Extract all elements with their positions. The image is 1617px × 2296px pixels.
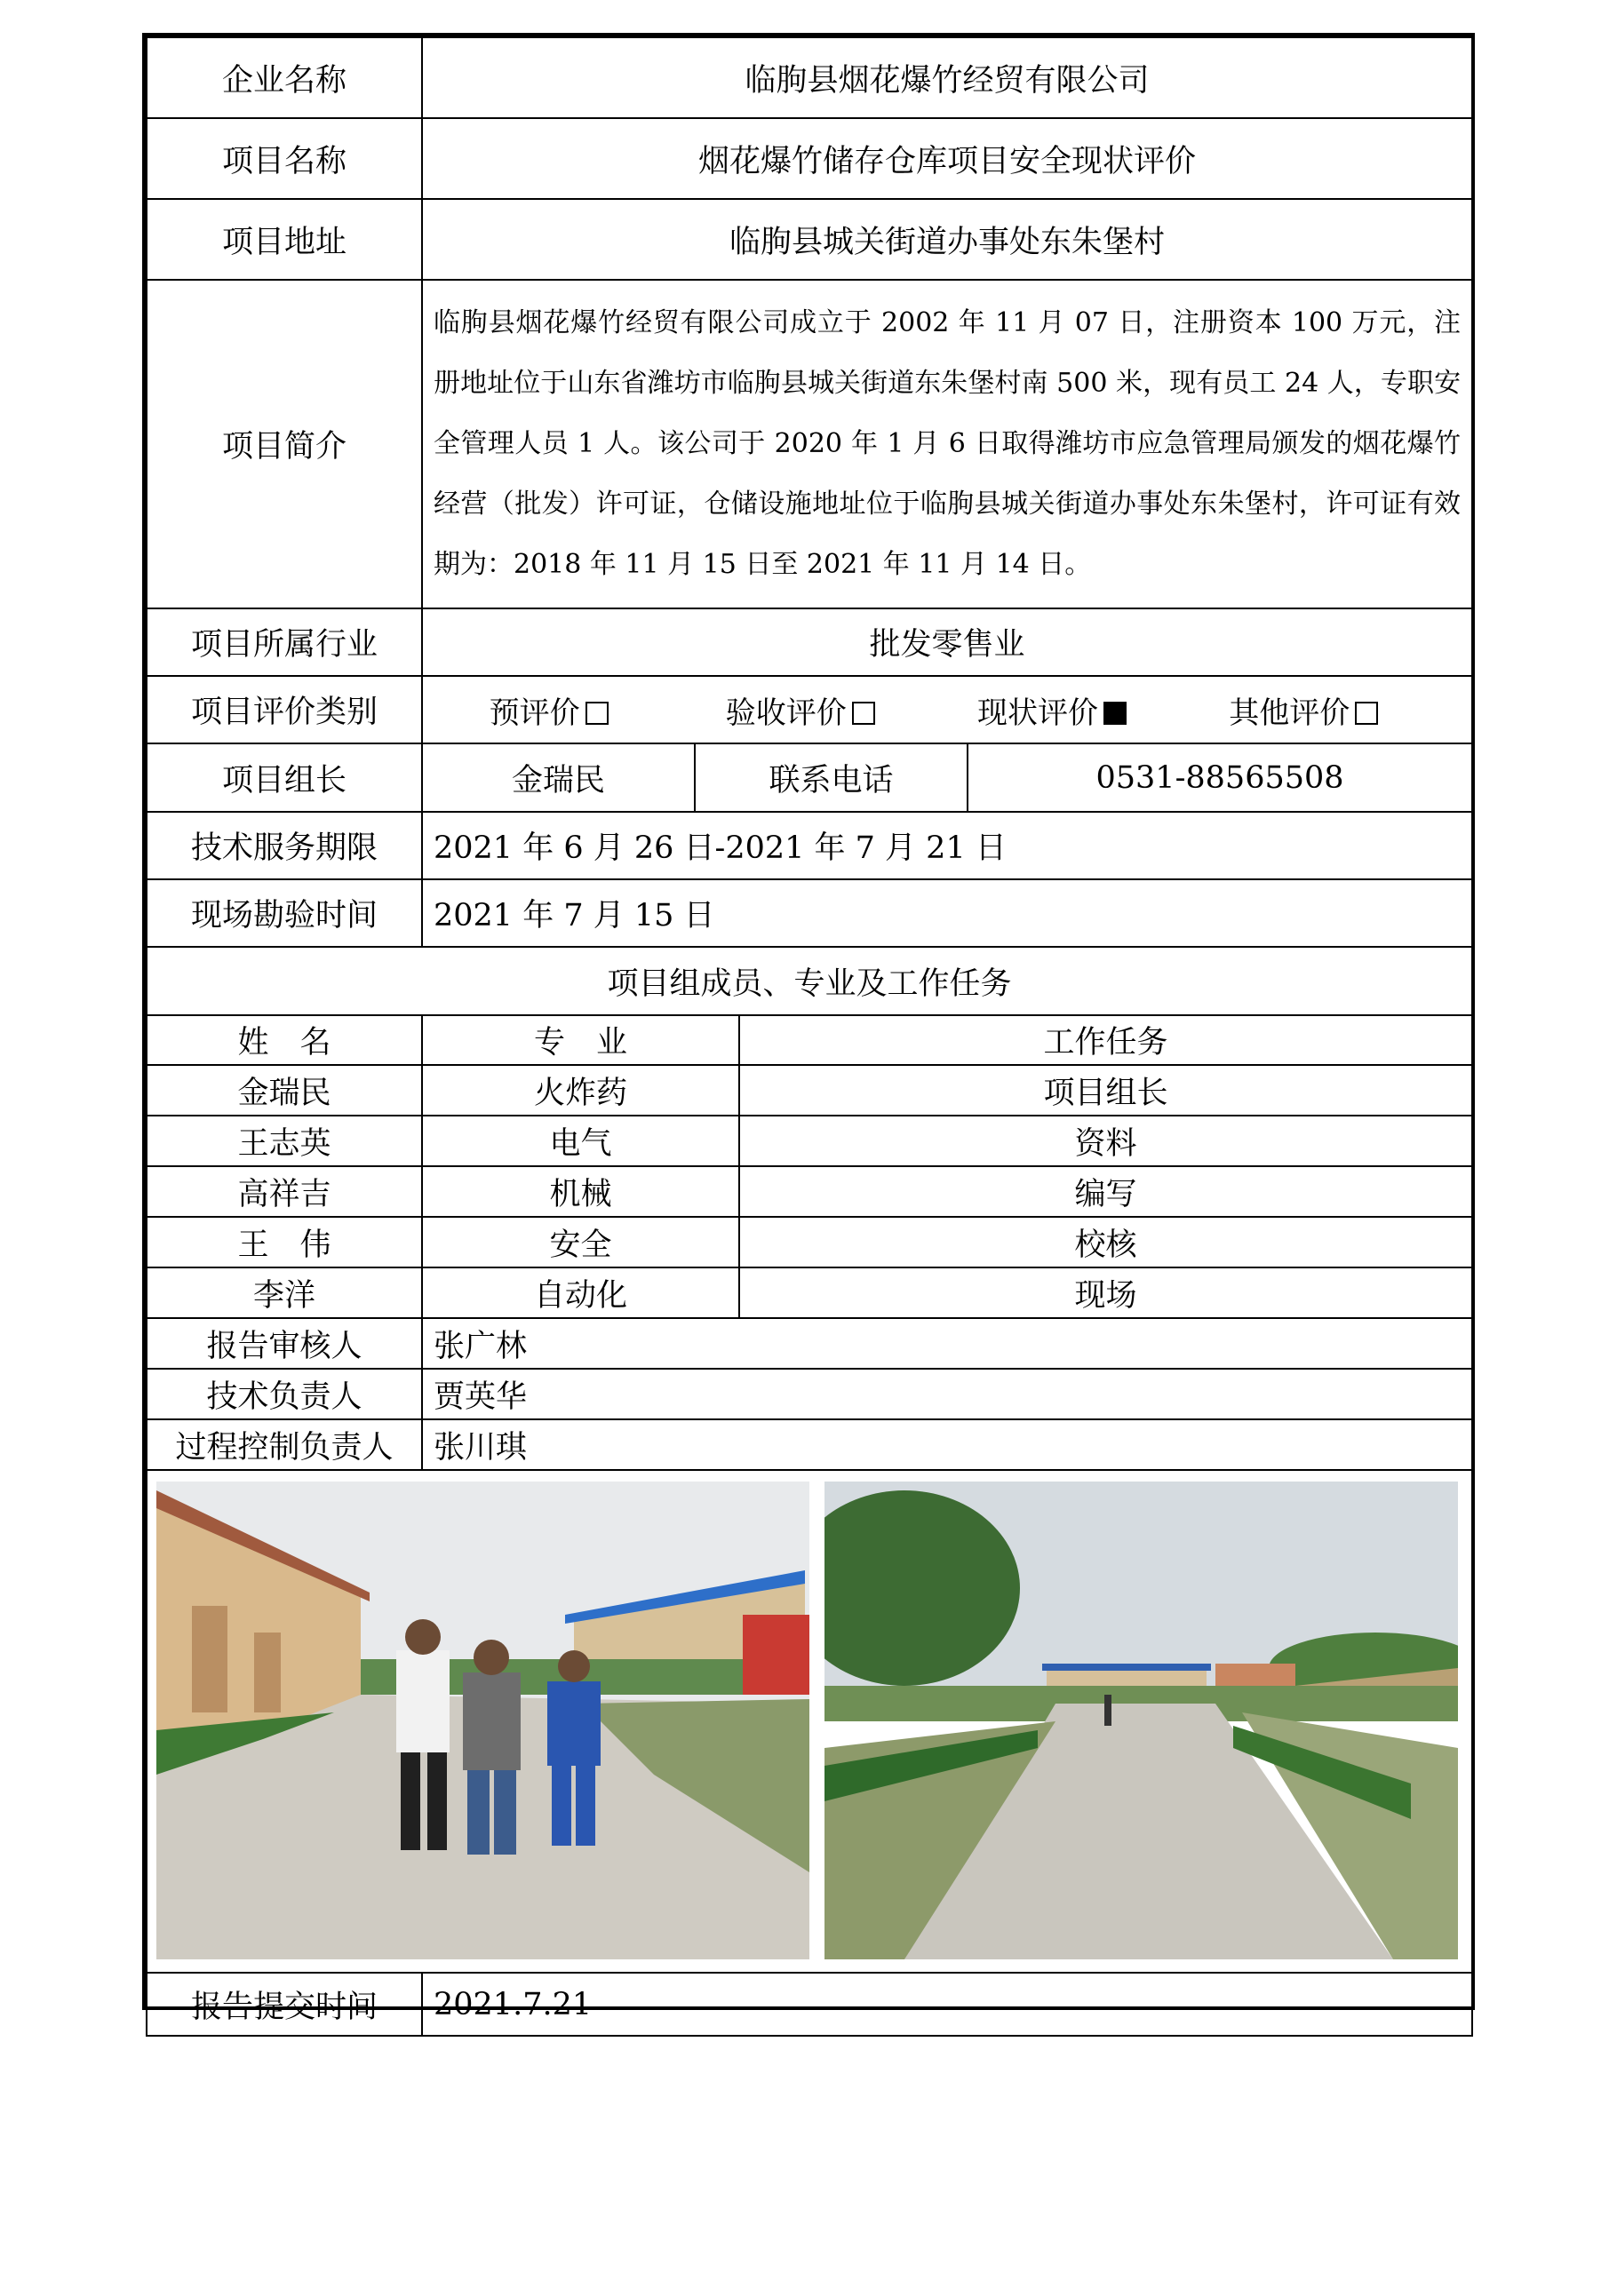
service-period-value: 2021 年 6 月 26 日-2021 年 7 月 21 日 xyxy=(422,812,1472,879)
process-control-value: 张川琪 xyxy=(422,1419,1472,1470)
photo-row xyxy=(147,1470,1472,1973)
leader-label: 项目组长 xyxy=(147,743,422,812)
address-value: 临朐县城关街道办事处东朱堡村 xyxy=(422,199,1472,280)
checkbox-pre[interactable] xyxy=(585,702,609,725)
eval-option-pre[interactable]: 预评价 xyxy=(423,688,674,732)
eval-option-other[interactable]: 其他评价 xyxy=(1178,688,1430,732)
eval-option-current[interactable]: 现状评价 xyxy=(926,688,1177,732)
submit-time-value: 2021.7.21 xyxy=(422,1973,1472,2036)
address-label: 项目地址 xyxy=(147,199,422,280)
reviewer-value: 张广林 xyxy=(422,1318,1472,1369)
site-photo-warehouse xyxy=(824,1482,1458,1959)
project-name-value: 烟花爆竹储存仓库项目安全现状评价 xyxy=(422,118,1472,199)
checkbox-acceptance[interactable] xyxy=(852,702,875,725)
company-label: 企业名称 xyxy=(147,37,422,118)
member-major: 安全 xyxy=(422,1217,739,1267)
intro-value: 临朐县烟花爆竹经贸有限公司成立于 2002 年 11 月 07 日，注册资本 100 万元，注册地址位于山东省潍坊市临朐县城关街道东朱堡村南 500 米，现有员工 24 人，专职安全管理人员 1 人。该公司于 2020 年 1 月 6 日取得潍坊市应急管理局颁发的烟花爆竹经营（批发）许可证，仓储设施地址位于临朐县城关街道办事处东朱堡村，许可证有效期为：2018 年 11 月 15 日至 2021 年 11 月 14 日。 xyxy=(422,280,1472,608)
table-row xyxy=(147,1267,1472,1318)
member-name: 李洋 xyxy=(147,1267,422,1318)
member-name: 王志英 xyxy=(147,1116,422,1166)
table-row xyxy=(147,1166,1472,1217)
service-period-label: 技术服务期限 xyxy=(147,812,422,879)
survey-time-value: 2021 年 7 月 15 日 xyxy=(422,879,1472,947)
table-row xyxy=(147,1116,1472,1166)
member-major: 火炸药 xyxy=(422,1065,739,1116)
team-title: 项目组成员、专业及工作任务 xyxy=(147,947,1472,1015)
member-major: 电气 xyxy=(422,1116,739,1166)
report-info-sheet xyxy=(142,33,1475,2025)
table-row xyxy=(147,1065,1472,1116)
eval-type-options xyxy=(422,676,1472,743)
member-major: 自动化 xyxy=(422,1267,739,1318)
member-name: 金瑞民 xyxy=(147,1065,422,1116)
process-control-label: 过程控制负责人 xyxy=(147,1419,422,1470)
intro-label: 项目简介 xyxy=(147,280,422,608)
submit-time-label: 报告提交时间 xyxy=(147,1973,422,2036)
checkbox-current[interactable] xyxy=(1103,702,1127,725)
site-photo-team xyxy=(156,1482,809,1959)
company-value: 临朐县烟花爆竹经贸有限公司 xyxy=(422,37,1472,118)
member-task: 资料 xyxy=(739,1116,1472,1166)
member-task: 校核 xyxy=(739,1217,1472,1267)
eval-type-label: 项目评价类别 xyxy=(147,676,422,743)
team-header-task: 工作任务 xyxy=(739,1015,1472,1065)
team-header-major: 专 业 xyxy=(422,1015,739,1065)
member-name: 王 伟 xyxy=(147,1217,422,1267)
industry-label: 项目所属行业 xyxy=(147,608,422,676)
eval-option-acceptance[interactable]: 验收评价 xyxy=(674,688,926,732)
project-name-label: 项目名称 xyxy=(147,118,422,199)
tech-lead-value: 贾英华 xyxy=(422,1369,1472,1419)
member-task: 项目组长 xyxy=(739,1065,1472,1116)
table-row xyxy=(147,1217,1472,1267)
checkbox-other[interactable] xyxy=(1355,702,1378,725)
team-header-name: 姓 名 xyxy=(147,1015,422,1065)
info-table xyxy=(146,36,1473,2037)
member-name: 高祥吉 xyxy=(147,1166,422,1217)
member-task: 编写 xyxy=(739,1166,1472,1217)
tech-lead-label: 技术负责人 xyxy=(147,1369,422,1419)
industry-value: 批发零售业 xyxy=(422,608,1472,676)
leader-value: 金瑞民 xyxy=(422,743,695,812)
member-task: 现场 xyxy=(739,1267,1472,1318)
member-major: 机械 xyxy=(422,1166,739,1217)
phone-value: 0531-88565508 xyxy=(968,743,1472,812)
reviewer-label: 报告审核人 xyxy=(147,1318,422,1369)
phone-label: 联系电话 xyxy=(695,743,968,812)
survey-time-label: 现场勘验时间 xyxy=(147,879,422,947)
